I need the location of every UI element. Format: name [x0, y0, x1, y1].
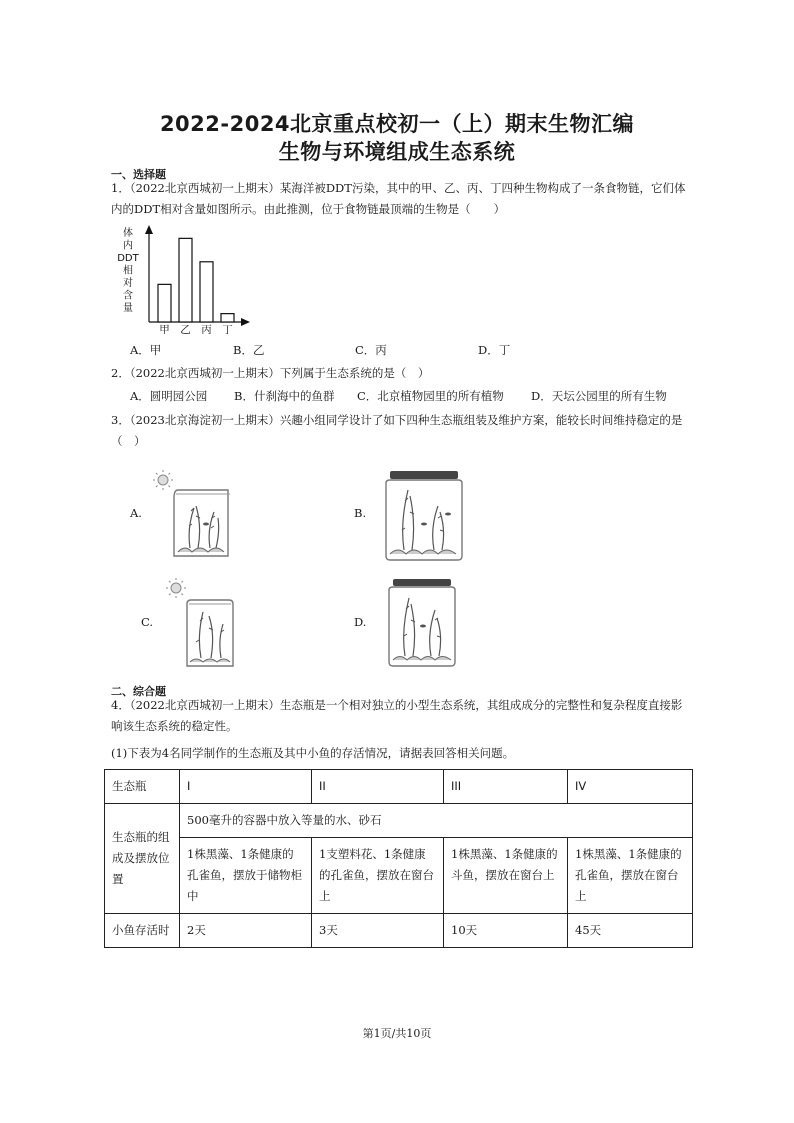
x-tick-label: 丁 [222, 324, 233, 334]
q2-option-a[interactable]: A．圆明园公园 [130, 389, 208, 403]
table-cell: 10天 [444, 914, 568, 948]
y-axis-label: 体 [123, 228, 133, 239]
table-cell: 3天 [312, 914, 444, 948]
sun-icon [166, 578, 186, 598]
question-4-stem: 4．（2022北京西城初一上期末）生态瓶是一个相对独立的小型生态系统，其组成成分的完整性和复杂程度直接影响该生态系统的稳定性。 [111, 698, 683, 733]
q3-option-b[interactable]: B. [354, 506, 367, 520]
y-axis-arrow [145, 225, 153, 234]
table-row [105, 804, 693, 838]
q3-option-c[interactable]: C. [141, 615, 154, 629]
x-tick-label: 甲 [159, 324, 170, 334]
q1-option-c[interactable]: C．丙 [355, 343, 387, 357]
q3-option-a[interactable]: A. [130, 506, 142, 520]
question-3-stem: 3．（2023北京海淀初一上期末）兴趣小组同学设计了如下四种生态瓶组装及维护方案，能较长时间维持稳定的是（ ） [111, 413, 683, 448]
q1-option-b[interactable]: B．乙 [233, 343, 265, 357]
q2-option-c[interactable]: C．北京植物园里的所有植物 [357, 389, 504, 403]
table-row [105, 838, 693, 914]
bar-甲 [158, 284, 171, 322]
q1-option-a[interactable]: A．甲 [130, 343, 162, 357]
table-cell: 1支塑料花、1条健康的孔雀鱼，摆放在窗台上 [312, 838, 444, 914]
section-heading-comprehensive: 二、综合题 [111, 685, 166, 698]
bar-丁 [221, 314, 234, 322]
x-tick-label: 乙 [180, 324, 191, 334]
table-cell: 生态瓶的组成及摆放位置 [105, 804, 180, 914]
x-tick-label: 丙 [201, 324, 212, 334]
y-axis-label: 含 [123, 290, 133, 302]
table-cell: III [444, 770, 568, 804]
table-cell: 1株黑藻、1条健康的斗鱼，摆放在窗台上 [444, 838, 568, 914]
eco-bottle-table [104, 769, 693, 948]
y-axis-label: 相 [123, 265, 133, 277]
bar-乙 [179, 238, 192, 322]
y-axis-label: DDT [117, 253, 139, 264]
jar-c-illustration [163, 576, 238, 671]
ddt-bar-chart [112, 222, 262, 334]
q2-option-d[interactable]: D．天坛公园里的所有生物 [531, 389, 667, 403]
table-cell: 小鱼存活时 [105, 914, 180, 948]
question-1-stem: 1．（2022北京西城初一上期末）某海洋被DDT污染，其中的甲、乙、丙、丁四种生物构成了一条食物链，它们体内的DDT相对含量如图所示。由此推测，位于食物链最顶端的生物是（ ） [111, 181, 686, 216]
y-axis-label: 量 [123, 303, 133, 314]
table-cell: I [180, 770, 312, 804]
bar-丙 [200, 262, 213, 322]
table-cell: 500毫升的容器中放入等量的水、砂石 [180, 804, 693, 838]
table-row [105, 914, 693, 948]
q2-option-b[interactable]: B．什刹海中的鱼群 [234, 389, 335, 403]
y-axis-label: 对 [123, 278, 133, 289]
sun-icon [153, 470, 173, 490]
table-cell: IV [568, 770, 693, 804]
page-footer: 第1页/共10页 [362, 1027, 432, 1040]
table-cell: 1株黑藻、1条健康的孔雀鱼，摆放在窗台上 [568, 838, 693, 914]
table-cell: 1株黑藻、1条健康的孔雀鱼，摆放于储物柜中 [180, 838, 312, 914]
page-title: 2022-2024北京重点校初一（上）期末生物汇编 [159, 112, 635, 136]
table-cell: II [312, 770, 444, 804]
table-cell: 生态瓶 [105, 770, 180, 804]
question-2-stem: 2．（2022北京西城初一上期末）下列属于生态系统的是（ ） [111, 366, 430, 380]
page-subtitle: 生物与环境组成生态系统 [278, 140, 516, 164]
y-axis-label: 内 [123, 240, 133, 252]
q3-option-d[interactable]: D. [354, 615, 367, 629]
x-axis-arrow [241, 318, 250, 326]
q1-option-d[interactable]: D．丁 [478, 343, 511, 357]
jar-b-illustration [378, 468, 470, 563]
table-header-row [105, 770, 693, 804]
table-cell: 45天 [568, 914, 693, 948]
jar-a-illustration [150, 468, 235, 560]
table-cell: 2天 [180, 914, 312, 948]
question-4-sub1: (1)下表为4名同学制作的生态瓶及其中小鱼的存活情况，请据表回答相关问题。 [111, 746, 515, 760]
section-heading-choice: 一、选择题 [111, 168, 166, 181]
jar-d-illustration [383, 576, 461, 668]
